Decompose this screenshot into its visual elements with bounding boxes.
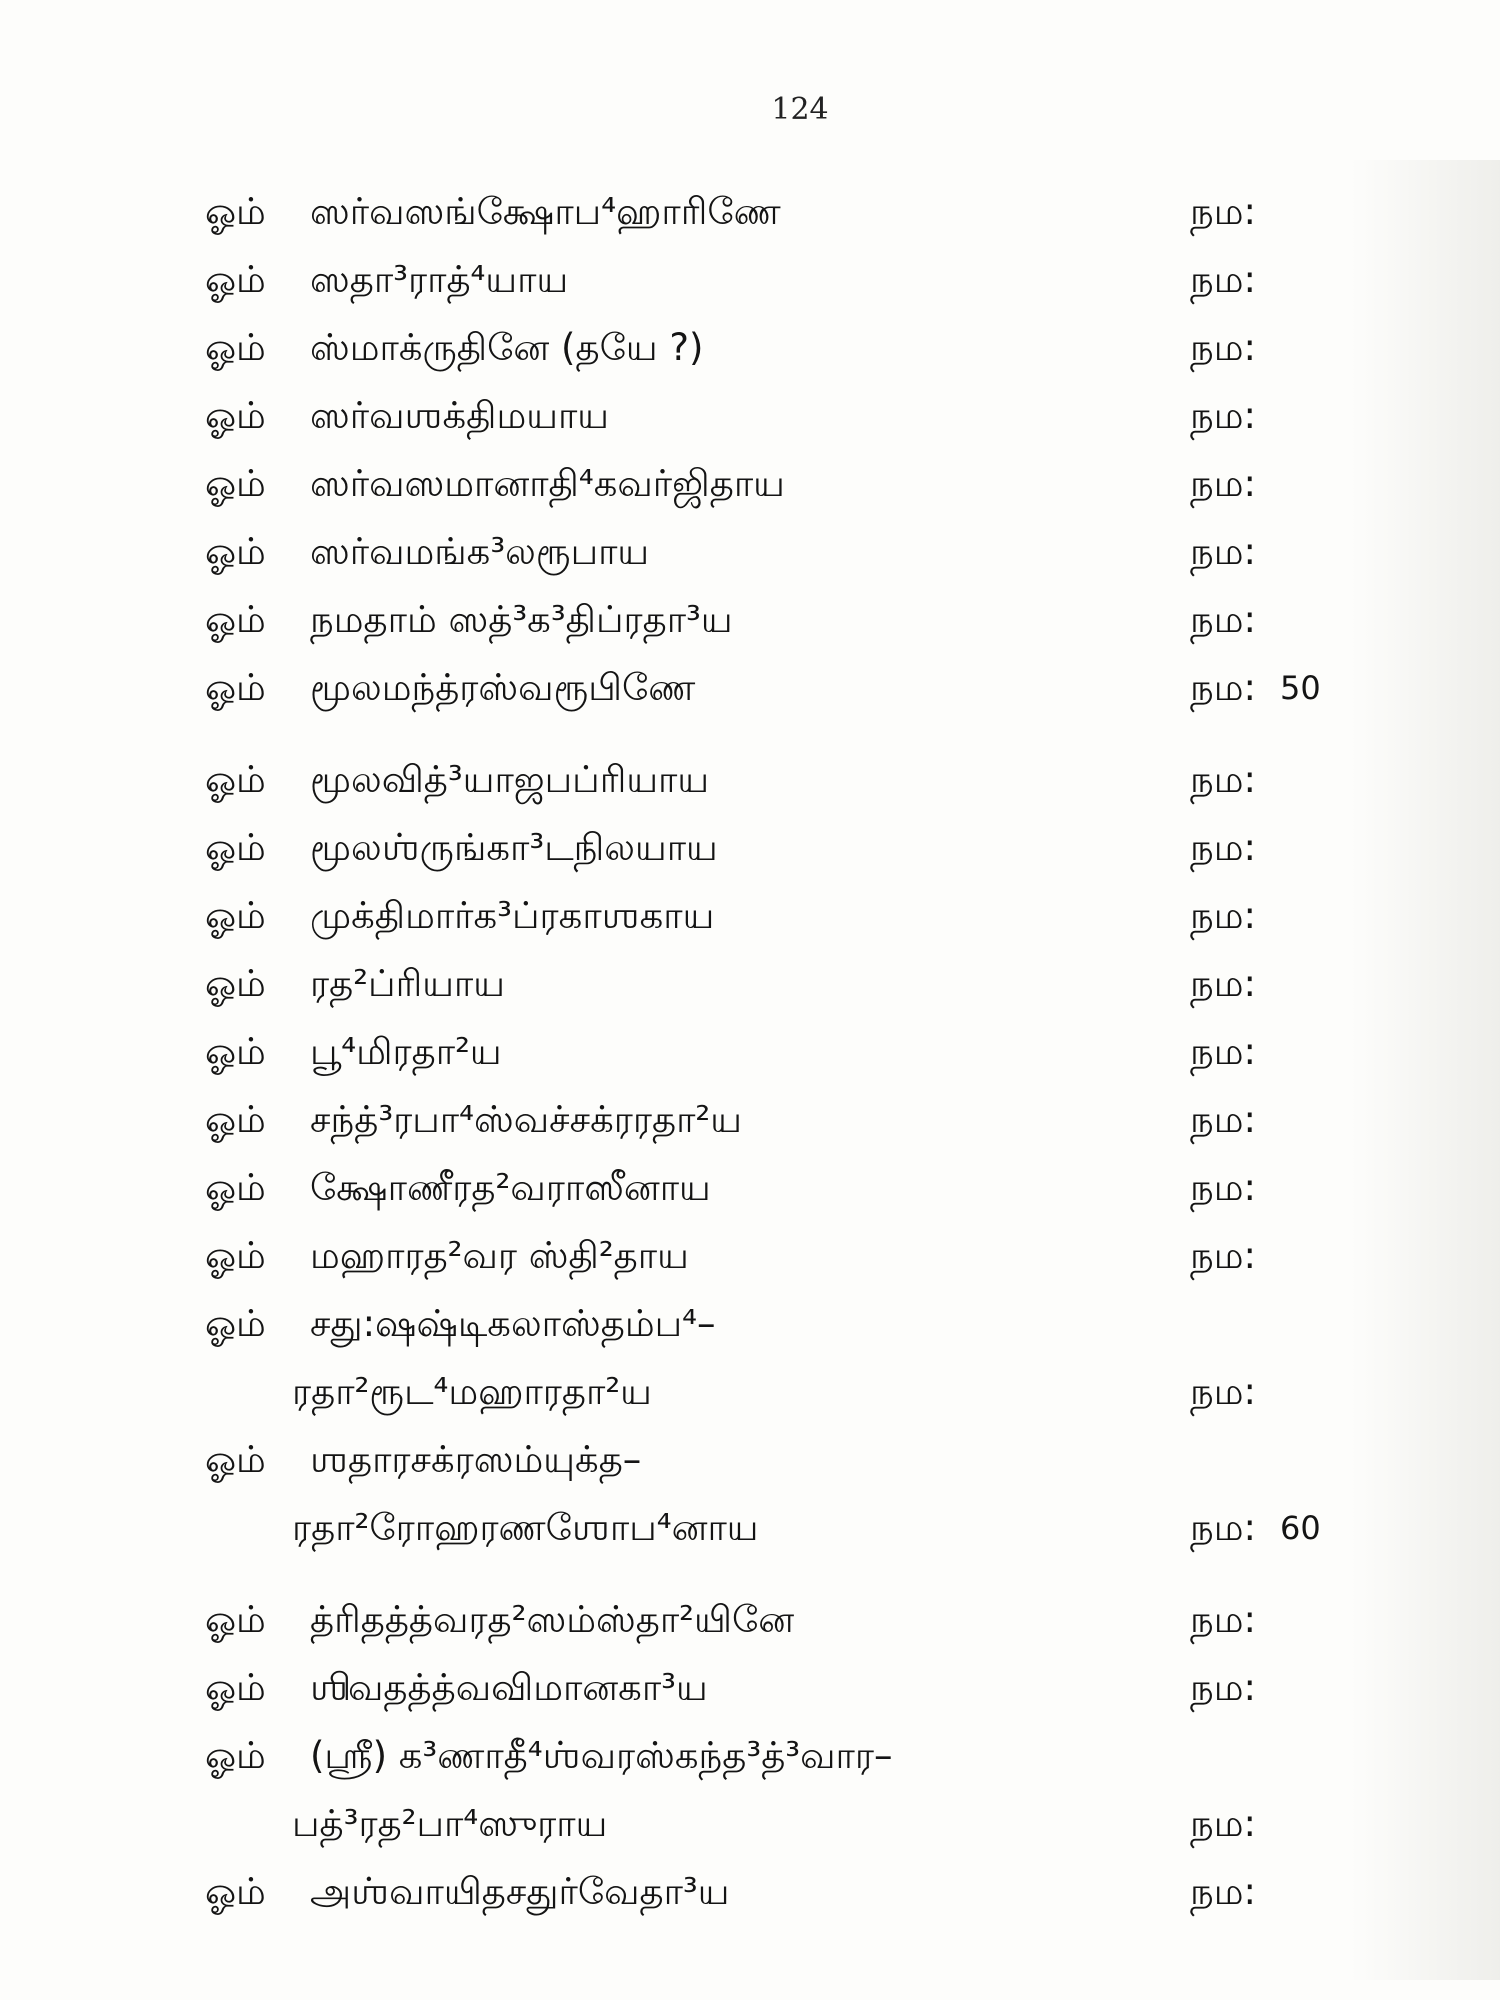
mantra-name: ரத²ப்ரியாய <box>310 962 505 1005</box>
mantra-line <box>0 1588 1500 1652</box>
mantra-name: மூலமந்த்ரஸ்வரூபிணே <box>310 666 696 709</box>
mantra-name: ஶிவதத்த்வவிமானகா³ய <box>310 1666 708 1709</box>
namah-word: நம: <box>1190 894 1256 937</box>
mantra-line <box>0 588 1500 652</box>
namah-word: நம: <box>1190 1030 1256 1073</box>
mantra-name: ஸர்வமங்க³லரூபாய <box>310 530 650 573</box>
namah-word: நம: <box>1190 530 1256 573</box>
mantra-name: ஸ்மாக்ருதினே (தயே ?) <box>310 326 704 369</box>
mantra-name: சந்த்³ரபா⁴ஸ்வச்சக்ரரதா²ய <box>310 1098 742 1141</box>
mantra-line <box>0 1156 1500 1220</box>
mantra-line <box>0 1428 1500 1492</box>
mantra-line <box>0 1860 1500 1924</box>
namah-word: நம: <box>1190 1506 1256 1549</box>
om-word: ஓம் <box>205 894 266 937</box>
verse-count: 50 <box>1280 669 1321 707</box>
om-word: ஓம் <box>205 666 266 709</box>
mantra-name: ஸர்வஸங்க்ஷோப⁴ஹாரிணே <box>310 190 781 233</box>
mantra-name: பத்³ரத²பா⁴ஸுராய <box>292 1802 608 1845</box>
mantra-line <box>0 1656 1500 1720</box>
om-word: ஓம் <box>205 1734 266 1777</box>
verse-count: 60 <box>1280 1509 1321 1547</box>
mantra-name: ஸர்வஸமானாதி⁴கவர்ஜிதாய <box>310 462 785 505</box>
mantra-name: (ஶ்ரீ) க³ணாதீ⁴ஶ்வரஸ்கந்த³த்³வார– <box>310 1734 893 1777</box>
namah-word: நம: <box>1190 190 1256 233</box>
mantra-line <box>0 248 1500 312</box>
mantra-line <box>0 1292 1500 1356</box>
namah-word: நம: <box>1190 598 1256 641</box>
namah-word: நம: <box>1190 758 1256 801</box>
namah-word: நம: <box>1190 962 1256 1005</box>
mantra-line <box>0 316 1500 380</box>
mantra-name: பூ⁴மிரதா²ய <box>310 1030 502 1073</box>
mantra-name: ரதா²ரூட⁴மஹாரதா²ய <box>292 1370 652 1413</box>
mantra-line <box>0 1224 1500 1288</box>
mantra-name: மஹாரத²வர ஸ்தி²தாய <box>310 1234 689 1277</box>
namah-word: நம: <box>1190 258 1256 301</box>
mantra-line <box>0 656 1500 720</box>
om-word: ஓம் <box>205 1234 266 1277</box>
namah-word: நம: <box>1190 1370 1256 1413</box>
om-word: ஓம் <box>205 598 266 641</box>
mantra-name: நமதாம் ஸத்³க³திப்ரதா³ய <box>310 598 733 641</box>
om-word: ஓம் <box>205 962 266 1005</box>
mantra-line <box>0 1792 1500 1856</box>
namah-word: நம: <box>1190 394 1256 437</box>
mantra-line <box>0 1360 1500 1424</box>
namah-word: நம: <box>1190 826 1256 869</box>
namah-word: நம: <box>1190 1870 1256 1913</box>
om-word: ஓம் <box>205 190 266 233</box>
om-word: ஓம் <box>205 462 266 505</box>
om-word: ஓம் <box>205 826 266 869</box>
mantra-line <box>0 816 1500 880</box>
om-word: ஓம் <box>205 326 266 369</box>
mantra-line <box>0 1496 1500 1560</box>
mantra-line <box>0 952 1500 1016</box>
mantra-line <box>0 748 1500 812</box>
page-number: 124 <box>771 92 829 127</box>
namah-word: நம: <box>1190 1802 1256 1845</box>
om-word: ஓம் <box>205 1030 266 1073</box>
om-word: ஓம் <box>205 1666 266 1709</box>
om-word: ஓம் <box>205 1598 266 1641</box>
namah-word: நம: <box>1190 666 1256 709</box>
om-word: ஓம் <box>205 258 266 301</box>
namah-word: நம: <box>1190 1166 1256 1209</box>
namah-word: நம: <box>1190 1598 1256 1641</box>
mantra-line <box>0 180 1500 244</box>
om-word: ஓம் <box>205 1438 266 1481</box>
mantra-name: மூலஶ்ருங்கா³டநிலயாய <box>310 826 718 869</box>
om-word: ஓம் <box>205 1166 266 1209</box>
namah-word: நம: <box>1190 462 1256 505</box>
mantra-name: ரதா²ரோஹரணஶோப⁴னாய <box>292 1506 759 1549</box>
mantra-name: சது:ஷஷ்டிகலாஸ்தம்ப⁴– <box>310 1302 716 1345</box>
mantra-name: அஶ்வாயிதசதுர்வேதா³ய <box>310 1870 730 1913</box>
om-word: ஓம் <box>205 1098 266 1141</box>
mantra-line <box>0 520 1500 584</box>
mantra-line <box>0 884 1500 948</box>
om-word: ஓம் <box>205 1302 266 1345</box>
mantra-line <box>0 1724 1500 1788</box>
mantra-name: க்ஷோணீரத²வராஸீனாய <box>310 1166 711 1209</box>
namah-word: நம: <box>1190 1098 1256 1141</box>
mantra-line <box>0 384 1500 448</box>
om-word: ஓம் <box>205 394 266 437</box>
mantra-name: மூலவித்³யாஜபப்ரியாய <box>310 758 710 801</box>
namah-word: நம: <box>1190 1666 1256 1709</box>
mantra-name: ஶதாரசக்ரஸம்யுக்த– <box>310 1438 642 1481</box>
om-word: ஓம் <box>205 530 266 573</box>
mantra-line <box>0 1088 1500 1152</box>
mantra-line <box>0 452 1500 516</box>
mantra-name: த்ரிதத்த்வரத²ஸம்ஸ்தா²யினே <box>310 1598 795 1641</box>
mantra-name: ஸர்வஶக்திமயாய <box>310 394 609 437</box>
namah-word: நம: <box>1190 1234 1256 1277</box>
mantra-name: முக்திமார்க³ப்ரகாஶகாய <box>310 894 715 937</box>
namah-word: நம: <box>1190 326 1256 369</box>
om-word: ஓம் <box>205 758 266 801</box>
om-word: ஓம் <box>205 1870 266 1913</box>
mantra-name: ஸதா³ராத்⁴யாய <box>310 258 569 301</box>
mantra-line <box>0 1020 1500 1084</box>
